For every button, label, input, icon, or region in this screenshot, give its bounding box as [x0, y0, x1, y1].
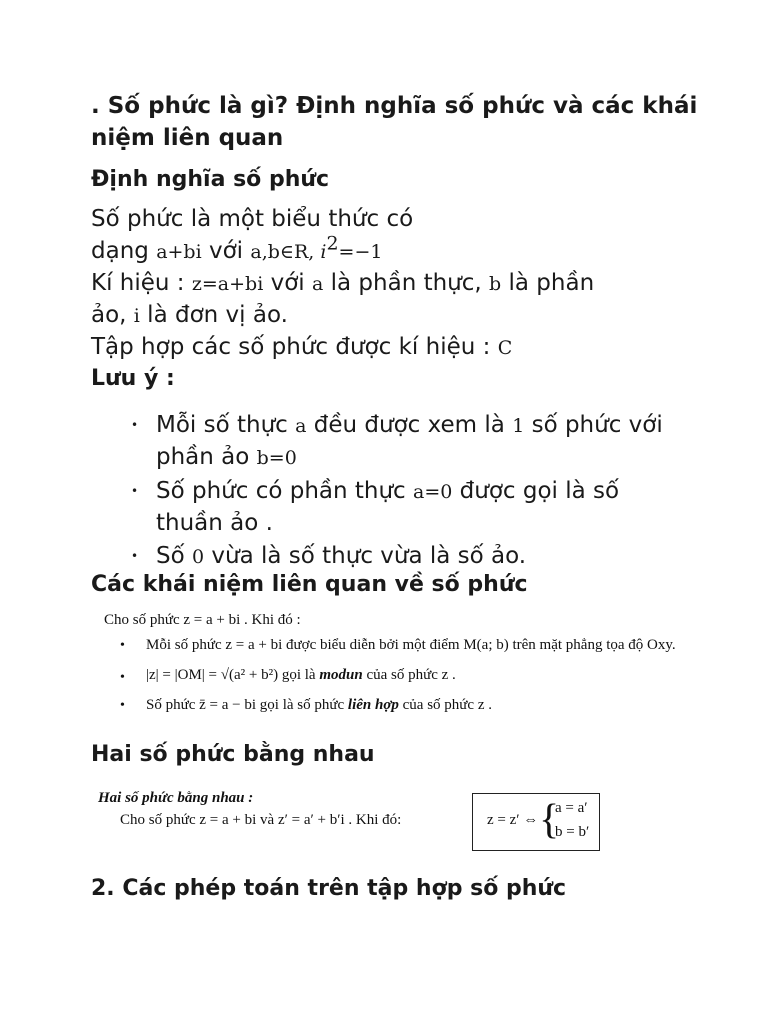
bullet-dot: •: [120, 698, 125, 713]
notes-list: [131, 410, 691, 575]
list-item: • Số 0 vừa là số thực vừa là số ảo.: [131, 541, 691, 573]
concepts-bullet-1: Mỗi số phức z = a + bi được biểu diễn bởi một điểm M(a; b) trên mặt phẳng tọa độ Oxy.: [146, 637, 676, 653]
bullet-dot: •: [120, 670, 125, 685]
list-item: • Số phức có phần thực a=0 được gọi là số thuần ảo .: [131, 476, 691, 539]
definition-line-4: ảo, i là đơn vị ảo.: [91, 302, 288, 328]
equal-condition-1: a = a′: [555, 800, 588, 816]
definition-line-3: Kí hiệu : z=a+bi với a là phần thực, b là phần: [91, 270, 595, 296]
brace-glyph: {: [539, 797, 560, 843]
equal-lhs: z = z′ ⇔: [487, 812, 539, 828]
bullet-dot: •: [120, 638, 125, 653]
concepts-formula-image: [102, 610, 762, 720]
concepts-bullet-3: Số phức z̄ = a − bi gọi là số phức liên hợp của số phức z .: [146, 697, 492, 713]
definition-line-2: dạng a+bi với a,b∈R, $i^2=-1$: [91, 232, 383, 264]
concepts-intro: Cho số phức z = a + bi . Khi đó :: [104, 612, 301, 628]
equal-title: Hai số phức bằng nhau :: [98, 790, 254, 806]
definition-line-5: Tập hợp các số phức được kí hiệu : C: [91, 334, 513, 360]
list-item: • Mỗi số thực a đều được xem là 1 số phức với phần ảo b=0: [131, 410, 691, 474]
equal-formula-image: [96, 790, 616, 855]
definition-heading: Định nghĩa số phức: [91, 167, 330, 192]
concepts-bullet-2: |z| = |OM| = √(a² + b²) gọi là modun của số phức z .: [146, 667, 456, 683]
equal-condition-box: [472, 793, 600, 851]
operations-heading: 2. Các phép toán trên tập hợp số phức: [91, 876, 567, 901]
concepts-heading: Các khái niệm liên quan về số phức: [91, 572, 528, 597]
page-title: . Số phức là gì? Định nghĩa số phức và các khái niệm liên quan: [91, 93, 698, 151]
definition-line-1: Số phức là một biểu thức có: [91, 206, 414, 232]
equal-heading: Hai số phức bằng nhau: [91, 742, 375, 767]
equal-condition-2: b = b′: [555, 824, 590, 840]
note-heading: Lưu ý :: [91, 366, 175, 391]
equal-line: Cho số phức z = a + bi và z′ = a′ + b′i . Khi đó:: [120, 812, 402, 828]
